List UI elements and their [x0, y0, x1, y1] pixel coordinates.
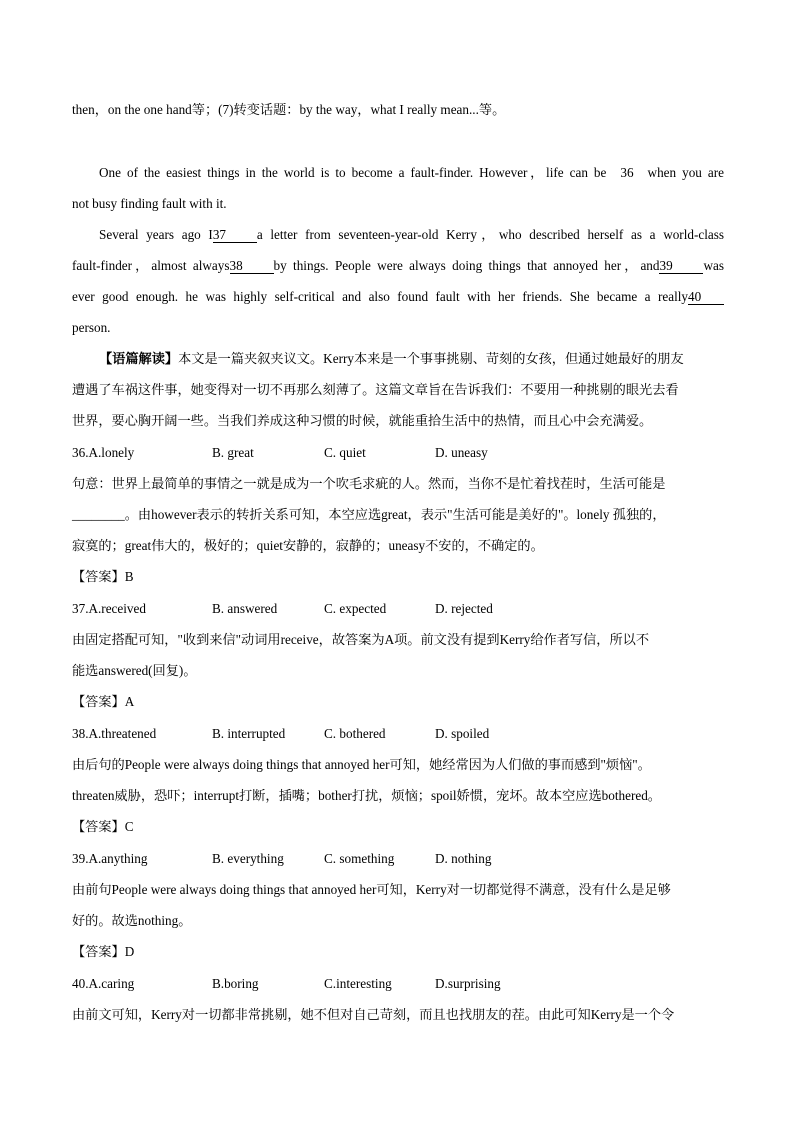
- option-a: 39.A.anything: [72, 851, 148, 866]
- explanation-line: 能选answered(回复)。: [72, 663, 197, 678]
- option-d: D. nothing: [435, 851, 492, 866]
- analysis-line: [99, 350, 724, 368]
- passage-line: person.: [72, 320, 111, 335]
- analysis-line: 世界，要心胸开阔一些。当我们养成这种习惯的时候，就能重拾生活中的热情，而且心中会充满爱。: [72, 413, 653, 428]
- passage-line: [72, 257, 724, 275]
- blank-36: 36: [620, 165, 634, 180]
- passage-text: fault-finder，almost always: [72, 258, 230, 273]
- passage-line: [72, 288, 724, 306]
- analysis-line: 遭遇了车祸这件事，她变得对一切不再那么刻薄了。这篇文章旨在告诉我们：不要用一种挑剔的眼光去看: [72, 382, 679, 397]
- option-b: B. everything: [212, 851, 284, 866]
- option-a: 38.A.threatened: [72, 726, 157, 741]
- explanation-line: 由前文可知，Kerry对一切都非常挑剔，她不但对自己苛刻，而且也找朋友的茬。由此可知Kerry是一个令: [72, 1007, 675, 1022]
- passage-text: when you are: [647, 165, 724, 180]
- option-b: B.boring: [212, 976, 259, 991]
- option-a: 40.A.caring: [72, 976, 135, 991]
- option-a: 36.A.lonely: [72, 445, 135, 460]
- analysis-label: 【语篇解读】: [99, 351, 179, 366]
- option-a: 37.A.received: [72, 601, 146, 616]
- option-c: C. expected: [324, 601, 387, 616]
- option-b: B. interrupted: [212, 726, 286, 741]
- explanation-line: 寂寞的；great伟大的，极好的；quiet安静的，寂静的；uneasy不安的，不确定的。: [72, 538, 544, 553]
- option-c: C. something: [324, 851, 395, 866]
- explanation-line: 好的。故选nothing。: [72, 913, 192, 928]
- option-d: D.surprising: [435, 976, 501, 991]
- passage-line: [99, 226, 724, 244]
- blank-39: 39: [659, 258, 703, 274]
- option-b: B. great: [212, 445, 254, 460]
- explanation-line: 由前句People were always doing things that annoyed her可知，Kerry对一切都觉得不满意，没有什么是足够: [72, 882, 671, 897]
- blank-37: 37: [213, 227, 257, 243]
- answer-39: 【答案】D: [72, 944, 135, 959]
- option-b: B. answered: [212, 601, 278, 616]
- explanation-line: ________。由however表示的转折关系可知，本空应选great，表示"生活可能是美好的"。lonely 孤独的，: [72, 507, 666, 522]
- passage-text: by things. People were always doing things that annoyed her，and: [273, 258, 660, 273]
- blank-40: 40: [688, 289, 724, 305]
- answer-37: 【答案】A: [72, 694, 135, 709]
- analysis-text: 本文是一篇夹叙夹议文。Kerry本来是一个事事挑剔、苛刻的女孩，但通过她最好的朋友: [178, 351, 684, 366]
- passage-text: ever good enough. he was highly self-critical and also found fault with her friends. She became a really: [72, 289, 688, 304]
- passage-text: was: [703, 258, 724, 273]
- passage-line: [99, 164, 724, 182]
- passage-text: a letter from seventeen-year-old Kerry，who described herself as a world-class: [256, 227, 724, 242]
- option-d: D. uneasy: [435, 445, 488, 460]
- intro-line: then，on the one hand等；(7)转变话题：by the way，what I really mean...等。: [72, 102, 506, 117]
- passage-line: not busy finding fault with it.: [72, 196, 227, 211]
- option-c: C. quiet: [324, 445, 366, 460]
- answer-38: 【答案】C: [72, 819, 134, 834]
- explanation-line: 由固定搭配可知，"收到来信"动词用receive，故答案为A项。前文没有提到Kerry给作者写信，所以不: [72, 632, 650, 647]
- explanation-line: threaten威胁，恐吓；interrupt打断，插嘴；bother打扰，烦恼；spoil娇惯，宠坏。故本空应选bothered。: [72, 788, 661, 803]
- explanation-line: 句意：世界上最简单的事情之一就是成为一个吹毛求疵的人。然而，当你不是忙着找茬时，生活可能是: [72, 476, 666, 491]
- option-d: D. spoiled: [435, 726, 490, 741]
- passage-text: Several years ago I: [99, 227, 213, 242]
- passage-text: One of the easiest things in the world is to become a fault-finder. However，life can be: [99, 165, 607, 180]
- explanation-line: 由后句的People were always doing things that annoyed her可知，她经常因为人们做的事而感到"烦恼"。: [72, 757, 651, 772]
- option-c: C.interesting: [324, 976, 392, 991]
- blank-38: 38: [230, 258, 274, 274]
- option-d: D. rejected: [435, 601, 493, 616]
- option-c: C. bothered: [324, 726, 386, 741]
- answer-36: 【答案】B: [72, 569, 134, 584]
